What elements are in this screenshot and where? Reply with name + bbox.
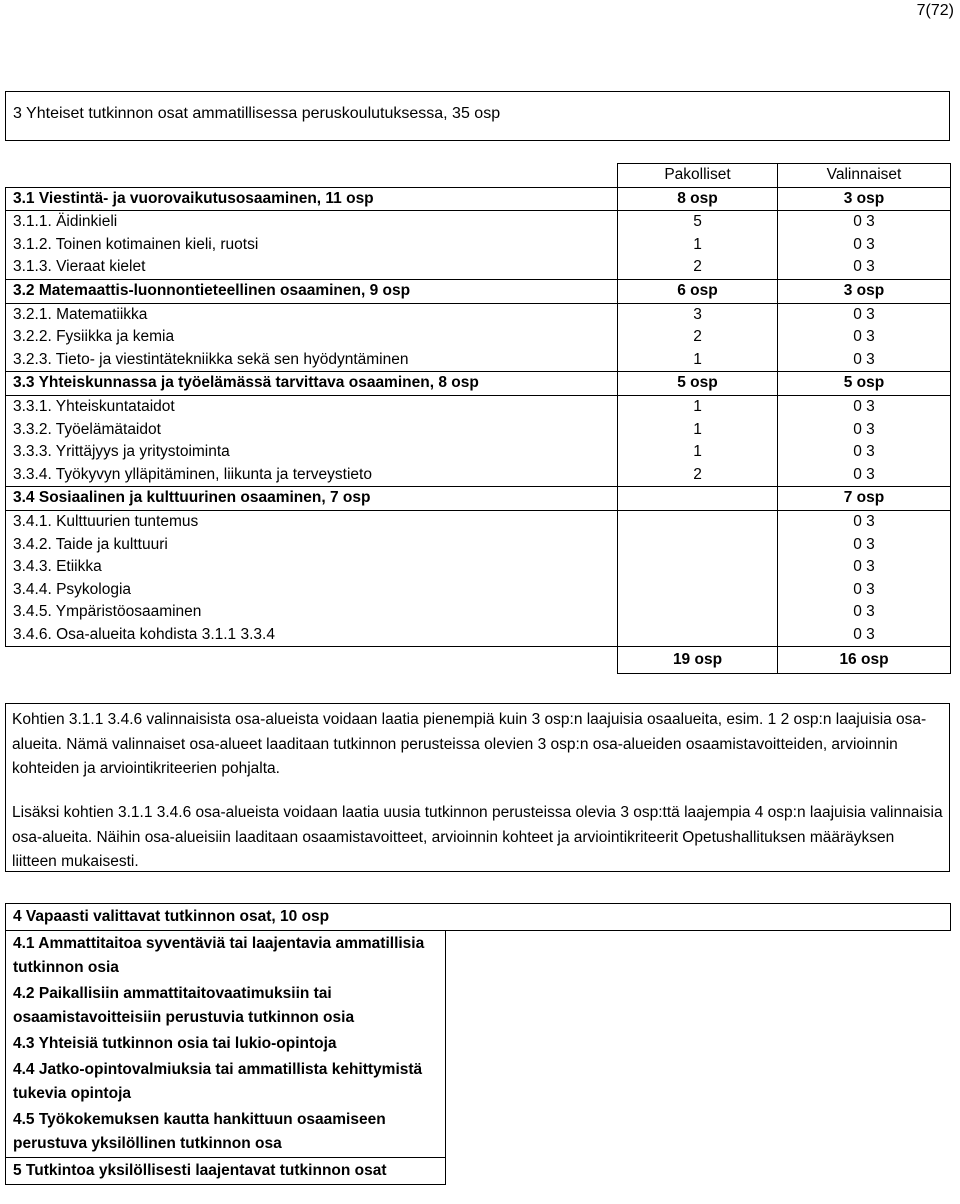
row-optional: 0 3 <box>853 350 875 368</box>
row-label: 3.4.2. Taide ja kulttuuri <box>13 535 168 553</box>
totals-row <box>6 647 951 674</box>
section4-item: 4.1 Ammattitaitoa syventäviä tai laajentavia ammatillisia tutkinnon osia <box>13 935 425 976</box>
table-header-row <box>6 164 951 188</box>
row-mandatory: 1 <box>693 443 702 461</box>
group-title: 3.2 Matemaattis-luonnontieteellinen osaaminen, 9 osp <box>6 279 618 303</box>
paragraph-2: Lisäksi kohtien 3.1.1 3.4.6 osa-alueista voidaan laatia uusia tutkinnon perusteissa olevia 3 osp:ttä laajempia 4 osp:n laajuisia valinnaisia osa-alueita. Näihin osa-alueisiin laaditaan osaamistavoitteet, arvioinnin kohteet ja arviointikriteerit Opetushallituksen määräyksen liitteen mukaisesti. <box>12 804 943 870</box>
group-optional: 3 osp <box>778 187 951 211</box>
header-optional: Valinnaiset <box>778 164 951 188</box>
section4-item: 4.3 Yhteisiä tutkinnon osia tai lukio-opintoja <box>13 1035 337 1052</box>
row-mandatory: 2 <box>693 465 702 483</box>
subgroup-rows <box>6 510 951 647</box>
row-optional: 0 3 <box>853 603 875 621</box>
section4-title: 4 Vapaasti valittavat tutkinnon osat, 10 osp <box>6 904 951 931</box>
row-label: 3.3.4. Työkyvyn ylläpitäminen, liikunta ja terveystieto <box>13 465 372 483</box>
group-mandatory <box>618 487 778 511</box>
group-mandatory: 8 osp <box>618 187 778 211</box>
row-optional: 0 3 <box>853 558 875 576</box>
section4-table <box>5 903 951 1185</box>
group-mandatory: 6 osp <box>618 279 778 303</box>
group-optional: 3 osp <box>778 279 951 303</box>
group-row <box>6 372 951 396</box>
row-mandatory: 1 <box>693 420 702 438</box>
subgroup-rows <box>6 395 951 486</box>
paragraph-1: Kohtien 3.1.1 3.4.6 valinnaisista osa-alueista voidaan laatia pienempiä kuin 3 osp:n laajuisia osaalueita, esim. 1 2 osp:n laajuisia osa-alueita. Nämä valinnaiset osa-alueet laaditaan tutkinnon perusteissa olevien 3 osp:n osa-alueiden osaamistavoitteiden, arvioinnin kohteiden ja arviointikriteerien pohjalta. <box>12 711 927 777</box>
subgroup-rows <box>6 303 951 372</box>
row-optional: 0 3 <box>853 328 875 346</box>
group-optional: 7 osp <box>778 487 951 511</box>
row-label: 3.2.1. Matematiikka <box>13 305 148 323</box>
section4-item: 4.2 Paikallisiin ammattitaitovaatimuksiin tai osaamistavoitteisiin perustuvia tutkinnon osia <box>13 985 355 1026</box>
row-label: 3.4.4. Psykologia <box>13 580 132 598</box>
section4-item: 4.5 Työkokemuksen kautta hankittuun osaamiseen perustuva yksilöllinen tutkinnon osa <box>13 1111 386 1152</box>
section-title-box <box>5 91 950 141</box>
row-optional: 0 3 <box>853 213 875 231</box>
row-mandatory: 2 <box>693 328 702 346</box>
section-title: 3 Yhteiset tutkinnon osat ammatillisessa peruskoulutuksessa, 35 osp <box>13 105 501 122</box>
group-mandatory: 5 osp <box>618 372 778 396</box>
section5-title: 5 Tutkintoa yksilöllisesti laajentavat tutkinnon osat <box>6 1158 446 1185</box>
row-optional: 0 3 <box>853 580 875 598</box>
row-label: 3.2.3. Tieto- ja viestintätekniikka sekä sen hyödyntäminen <box>13 350 409 368</box>
row-optional: 0 3 <box>853 443 875 461</box>
row-mandatory: 1 <box>693 350 702 368</box>
group-row <box>6 487 951 511</box>
group-title: 3.1 Viestintä- ja vuorovaikutusosaaminen, 11 osp <box>6 187 618 211</box>
section4-item: 4.4 Jatko-opintovalmiuksia tai ammatillista kehittymistä tukevia opintoja <box>13 1061 423 1102</box>
row-label: 3.3.3. Yrittäjyys ja yritystoiminta <box>13 443 230 461</box>
row-mandatory: 5 <box>693 213 702 231</box>
row-label: 3.1.1. Äidinkieli <box>13 213 118 231</box>
row-label: 3.2.2. Fysiikka ja kemia <box>13 328 175 346</box>
row-optional: 0 3 <box>853 465 875 483</box>
row-optional: 0 3 <box>853 235 875 253</box>
row-optional: 0 3 <box>853 420 875 438</box>
row-label: 3.4.5. Ympäristöosaaminen <box>13 603 202 621</box>
group-row <box>6 187 951 211</box>
row-mandatory: 1 <box>693 397 702 415</box>
row-label: 3.4.1. Kulttuurien tuntemus <box>13 512 199 530</box>
group-title: 3.3 Yhteiskunnassa ja työelämässä tarvittava osaaminen, 8 osp <box>6 372 618 396</box>
row-label: 3.3.2. Työelämätaidot <box>13 420 161 438</box>
row-mandatory: 3 <box>693 305 702 323</box>
group-title: 3.4 Sosiaalinen ja kulttuurinen osaaminen, 7 osp <box>6 487 618 511</box>
header-mandatory: Pakolliset <box>618 164 778 188</box>
section4-items <box>6 931 446 1158</box>
group-optional: 5 osp <box>778 372 951 396</box>
row-optional: 0 3 <box>853 512 875 530</box>
row-label: 3.3.1. Yhteiskuntataidot <box>13 397 175 415</box>
page-number: 7(72) <box>916 2 954 19</box>
row-optional: 0 3 <box>853 305 875 323</box>
row-optional: 0 3 <box>853 397 875 415</box>
row-optional: 0 3 <box>853 258 875 276</box>
row-mandatory: 1 <box>693 235 702 253</box>
row-mandatory: 2 <box>693 258 702 276</box>
subgroup-rows <box>6 211 951 280</box>
total-optional: 16 osp <box>778 647 951 674</box>
row-label: 3.4.6. Osa-alueita kohdista 3.1.1 3.3.4 <box>13 625 275 643</box>
row-label: 3.1.3. Vieraat kielet <box>13 258 146 276</box>
row-label: 3.1.2. Toinen kotimainen kieli, ruotsi <box>13 235 259 253</box>
total-mandatory: 19 osp <box>618 647 778 674</box>
credits-table <box>5 163 951 674</box>
row-optional: 0 3 <box>853 625 875 643</box>
row-label: 3.4.3. Etiikka <box>13 558 102 576</box>
row-optional: 0 3 <box>853 535 875 553</box>
group-row <box>6 279 951 303</box>
